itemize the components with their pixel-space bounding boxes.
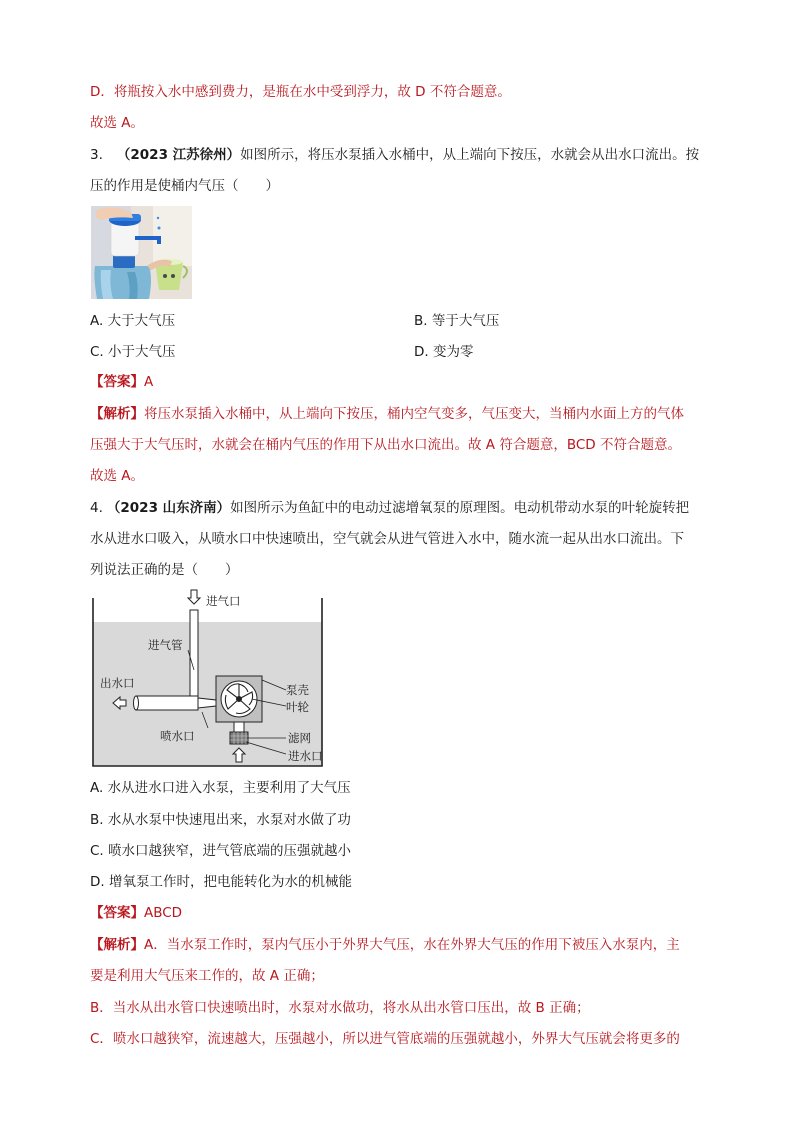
question-4-explanation-3: B．当水从出水管口快速喷出时，水泵对水做功，将水从出水管口压出，故 B 正确； [90,1000,590,1016]
question-4-text-a: 如图所示为鱼缸中的电动过滤增氧泵的原理图。电动机带动水泵的叶轮旋转把 [230,500,690,516]
question-4-line-2: 水从进水口吸入，从喷水口中快速喷出，空气就会从进气管进入水中，随水流一起从出水口流出。下 [90,531,684,547]
label-air-pipe: 进气管 [148,638,183,652]
question-3-conclusion: 故选 A。 [90,468,145,484]
question-4-line-3: 列说法正确的是（ ） [90,562,239,578]
water-pump-photo-image [91,206,192,299]
aerator-pump-diagram [90,588,440,768]
question-3-line-2: 压的作用是使桶内气压（ ） [90,178,279,194]
question-4-explanation-1 [90,935,680,955]
label-filter: 滤网 [288,731,311,745]
question-3-explanation-1 [90,404,684,424]
question-4-option-d: D. 增氧泵工作时，把电能转化为水的机械能 [90,874,352,890]
question-4-number: 4. [90,500,103,516]
answer-value: ABCD [144,905,183,921]
question-3-option-b: B. 等于大气压 [414,313,500,329]
question-3-line-1 [90,145,699,165]
question-3-option-c: C. 小于大气压 [90,344,176,360]
prev-explanation-d: D．将瓶按入水中感到费力，是瓶在水中受到浮力，故 D 不符合题意。 [90,84,511,100]
answer-value: A [144,374,154,390]
label-water-inlet: 进水口 [288,749,323,763]
question-3-option-a: A. 大于大气压 [90,313,176,329]
question-4-answer [90,903,182,923]
question-3-source: （2023 江苏徐州） [116,147,241,163]
question-4-option-a: A. 水从进水口进入水泵，主要利用了大气压 [90,780,351,796]
explanation-tag: 【解析】 [90,937,144,953]
label-jet-nozzle: 喷水口 [160,729,195,743]
label-impeller: 叶轮 [286,700,309,714]
question-3-answer [90,372,153,392]
prev-conclusion: 故选 A。 [90,115,145,131]
explanation-text: A．当水泵工作时，泵内气压小于外界大气压，水在外界大气压的作用下被压入水泵内，主 [144,937,680,953]
label-air-inlet: 进气口 [206,594,241,608]
explanation-text: 将压水泵插入水桶中，从上端向下按压，桶内空气变多，气压变大，当桶内水面上方的气体 [144,406,684,422]
question-3-number: 3. [90,147,103,163]
question-4-line-1 [90,498,689,518]
answer-tag: 【答案】 [90,905,144,921]
question-3-option-d: D. 变为零 [414,344,474,360]
explanation-tag: 【解析】 [90,406,144,422]
question-3-explanation-2: 压强大于大气压时，水就会在桶内气压的作用下从出水口流出。故 A 符合题意，BCD 不符合题意。 [90,437,681,453]
air-in-arrow-icon [188,590,200,604]
answer-tag: 【答案】 [90,374,144,390]
question-4-explanation-4: C．喷水口越狭窄，流速越大，压强越小，所以进气管底端的压强就越小，外界大气压就会将更多的 [90,1031,680,1047]
question-4-source: （2023 山东济南） [106,500,231,516]
question-4-option-c: C. 喷水口越狭窄，进气管底端的压强就越小 [90,843,352,859]
question-4-explanation-2: 要是利用大气压来工作的，故 A 正确； [90,968,324,984]
question-4-option-b: B. 水从水泵中快速甩出来，水泵对水做了功 [90,812,351,828]
aerator-pump-diagram-svg [90,588,440,768]
label-pump-case: 泵壳 [286,683,309,697]
question-3-text-a: 如图所示，将压水泵插入水桶中，从上端向下按压，水就会从出水口流出。按 [240,147,700,163]
water-pump-photo [91,206,192,299]
label-water-outlet: 出水口 [100,676,135,690]
